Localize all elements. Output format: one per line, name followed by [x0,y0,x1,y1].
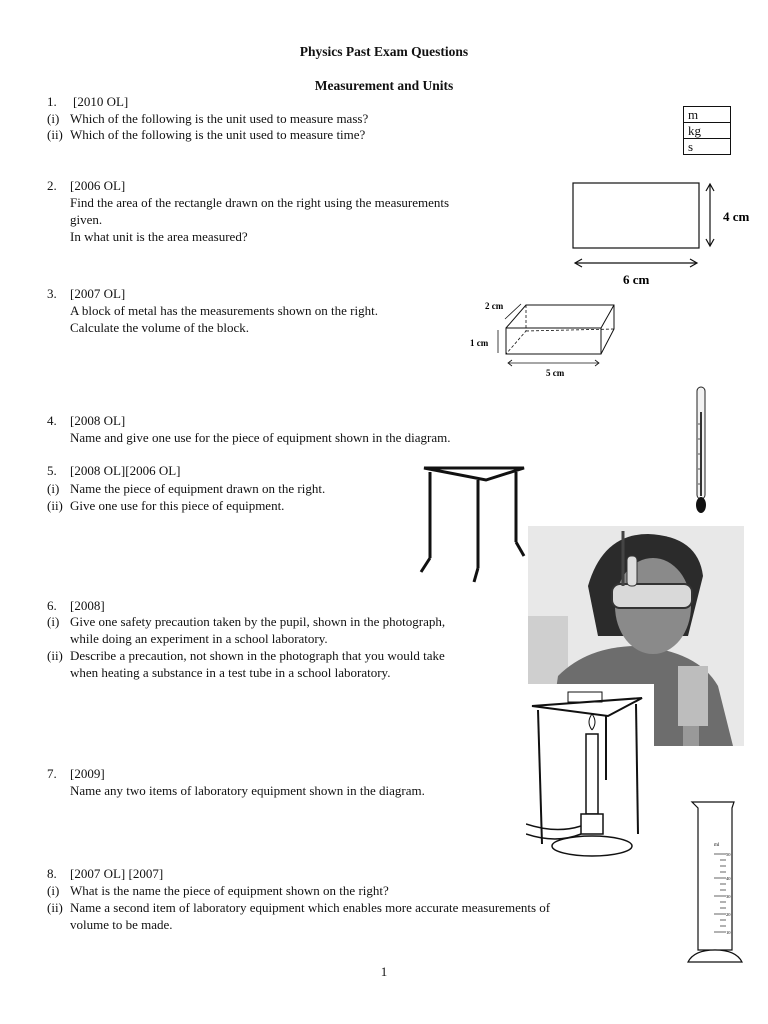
cylinder-unit-label: ml [714,843,720,848]
q3-line-2: Calculate the volume of the block. [70,320,250,335]
q2-line-1: Find the area of the rectangle drawn on the right using the measurements [70,195,450,210]
block-depth-label: 2 cm [485,301,504,311]
block-height-label: 1 cm [470,338,489,348]
q8-ii-label: (ii) [47,900,63,915]
cylinder-tick-label: 40 [726,876,731,881]
measuring-cylinder-image [684,798,748,970]
cylinder-tick-label: 50 [726,852,731,857]
q1-i-label: (i) [47,111,60,126]
tripod-image [416,460,528,588]
q2-line-3: In what unit is the area measured? [70,229,248,244]
q3-line-1: A block of metal has the measurements shown on the right. [70,303,378,318]
q6-ii-line-2: when heating a substance in a test tube in a school laboratory. [70,665,391,680]
bunsen-burner-tripod-image [526,684,654,874]
q1-ii-text: Which of the following is the unit used to measure time? [70,127,366,142]
q8-ii-line-1: Name a second item of laboratory equipment which enables more accurate measurements of [70,900,551,915]
q4-line-1: Name and give one use for the piece of equipment shown in the diagram. [70,430,451,445]
q6-ref: [2008] [70,598,105,613]
metal-block-diagram [468,296,618,382]
unit-option: s [684,139,731,155]
q8-ii-line-2: volume to be made. [70,917,173,932]
q4-ref: [2008 OL] [70,413,126,428]
q8-ref: [2007 OL] [2007] [70,866,164,881]
q6-i-line-2: while doing an experiment in a school laboratory. [70,631,328,646]
q7-line-1: Name any two items of laboratory equipment shown in the diagram. [70,783,425,798]
q4-number: 4. [47,413,57,428]
q7-ref: [2009] [70,766,105,781]
section-title: Measurement and Units [314,78,454,93]
q1-i-text: Which of the following is the unit used to measure mass? [70,111,369,126]
q2-number: 2. [47,178,57,193]
q7-number: 7. [47,766,57,781]
thermometer-image [690,384,714,516]
rect-width-label: 6 cm [623,272,650,287]
unit-option: kg [684,123,731,139]
unit-options-table [683,106,731,155]
q5-number: 5. [47,463,57,478]
q6-i-label: (i) [47,614,60,629]
page-title: Physics Past Exam Questions [299,44,469,59]
block-length-label: 5 cm [546,368,565,378]
q6-ii-label: (ii) [47,648,63,663]
page-number: 1 [380,964,388,979]
q6-i-line-1: Give one safety precaution taken by the pupil, shown in the photograph, [70,614,446,629]
q5-ii-text: Give one use for this piece of equipment. [70,498,285,513]
q1-number: 1. [47,94,57,109]
cylinder-tick-label: 20 [726,912,731,917]
cylinder-tick-label: 30 [726,894,731,899]
rect-height-label: 4 cm [723,209,750,224]
rectangle-diagram [560,176,760,291]
q1-ref: [2010 OL] [73,94,129,109]
q8-i-text: What is the name the piece of equipment shown on the right? [70,883,389,898]
cylinder-tick-label: 10 [726,930,731,935]
q2-line-2: given. [70,212,103,227]
q3-number: 3. [47,286,57,301]
q5-i-text: Name the piece of equipment drawn on the right. [70,481,326,496]
q8-number: 8. [47,866,57,881]
q5-i-label: (i) [47,481,60,496]
q2-ref: [2006 OL] [70,178,126,193]
q5-ii-label: (ii) [47,498,63,513]
q3-ref: [2007 OL] [70,286,126,301]
q6-ii-line-1: Describe a precaution, not shown in the photograph that you would take [70,648,445,663]
unit-option: m [684,107,731,123]
q1-ii-label: (ii) [47,127,63,142]
q5-ref: [2008 OL][2006 OL] [70,463,181,478]
q8-i-label: (i) [47,883,60,898]
q6-number: 6. [47,598,57,613]
